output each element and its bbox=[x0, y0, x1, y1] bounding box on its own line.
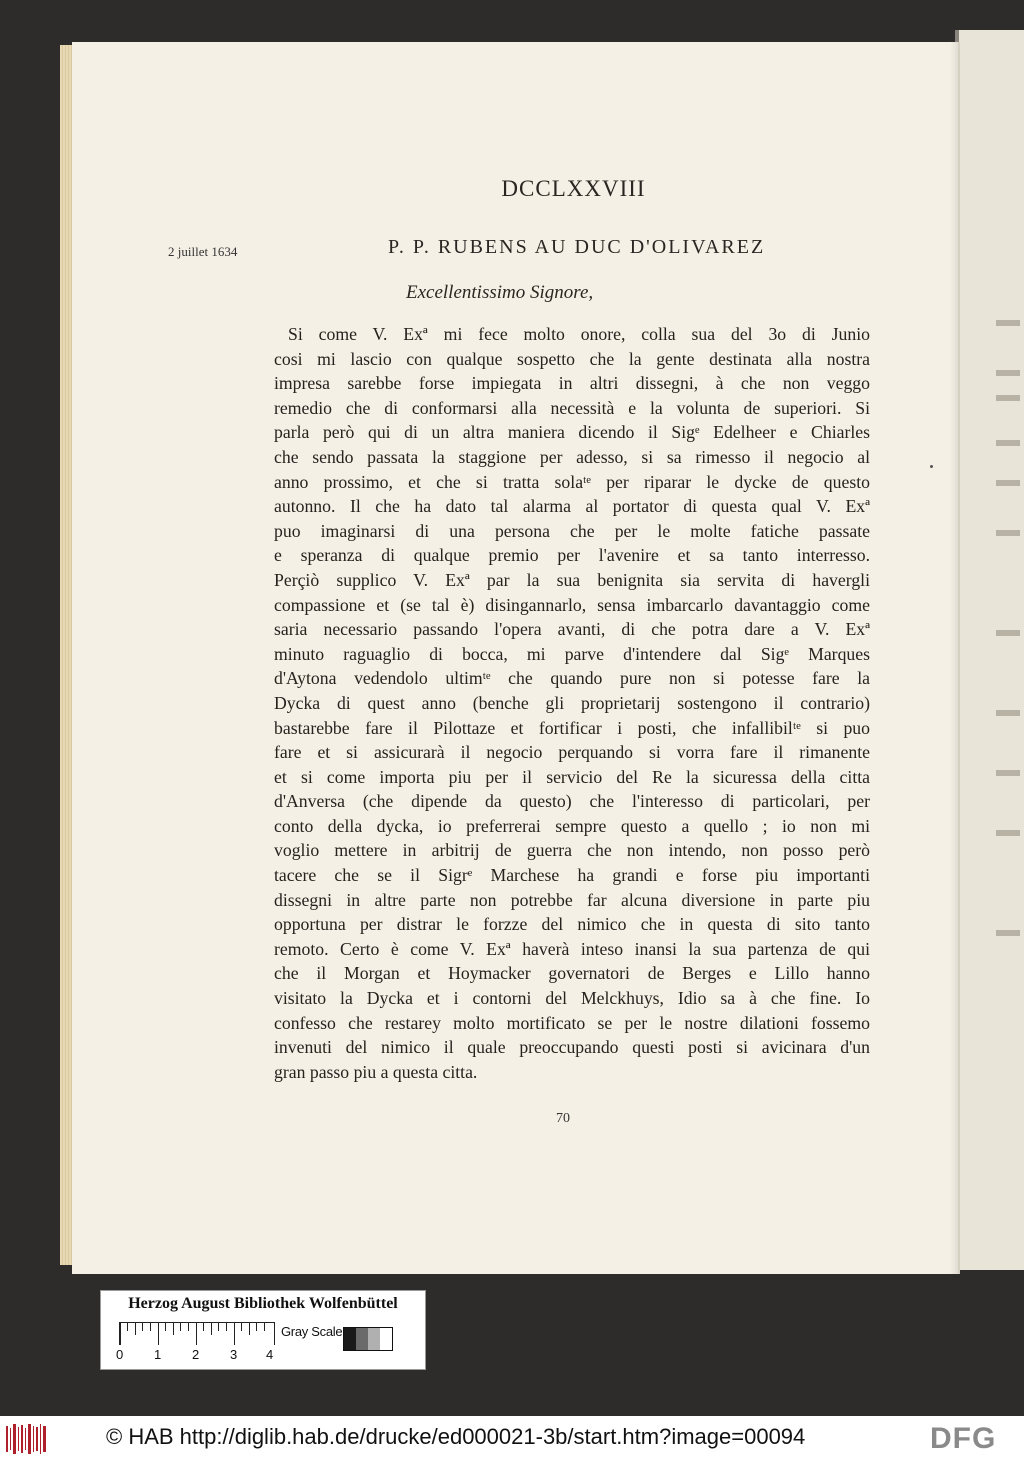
gray-scale-swatches bbox=[343, 1327, 393, 1351]
barcode-icon bbox=[6, 1424, 48, 1454]
body-line: tacere che se il Sigrᵉ Marchese ha grandi e forse piu importanti bbox=[274, 865, 870, 886]
body-line: voglio mettere in arbitrij de guerra che non intendo, non posso però bbox=[274, 840, 870, 861]
body-line: puo imaginarsi di una persona che per le molte fatiche passate bbox=[274, 520, 870, 541]
body-line: gran passo piu a questa citta. bbox=[274, 1061, 478, 1082]
body-line: fare et si assicurarà il negocio perquando si vorra fare il rimanente bbox=[274, 742, 870, 763]
letter-number-heading: DCCLXXVIII bbox=[501, 176, 646, 201]
document-page bbox=[72, 42, 958, 1274]
scale-ruler bbox=[119, 1322, 275, 1345]
body-line: cosi mi lascio con qualque sospetto che la gente destinata alla nostra bbox=[274, 348, 870, 369]
adjacent-page bbox=[958, 30, 1024, 1270]
margin-date: 2 juillet 1634 bbox=[168, 244, 238, 259]
ruler-number: 3 bbox=[230, 1347, 238, 1362]
body-line: parla però qui di un altra maniera dicendo il Sigᵉ Edelheer e Chiarles bbox=[274, 422, 870, 443]
body-line: Dycka di quest anno (benche gli proprietarij sostengono il contrario) bbox=[274, 692, 870, 713]
copyright-url-text: © HAB http://diglib.hab.de/drucke/ed000021-3b/start.htm?image=00094 bbox=[106, 1424, 806, 1449]
ruler-number: 0 bbox=[116, 1347, 124, 1362]
library-name: Herzog August Bibliothek Wolfenbüttel bbox=[128, 1295, 398, 1312]
body-line: et si come importa piu per il servicio del Re la sicuressa della citta bbox=[274, 766, 870, 787]
ruler-numbers bbox=[113, 1347, 273, 1363]
body-line: remedio che di conformarsi alla necessità e la volunta de superiori. Si bbox=[274, 397, 870, 418]
salutation: Excellentissimo Signore, bbox=[406, 282, 594, 303]
letter-body bbox=[274, 322, 870, 1084]
library-label-card bbox=[100, 1290, 426, 1370]
body-line: e speranza di qualque premio per l'avenire et sa tanto interresso. bbox=[274, 545, 870, 566]
page-gutter-shade bbox=[950, 42, 958, 1274]
gray-scale-label: Gray Scale bbox=[281, 1324, 343, 1339]
body-line: impresa sarebbe forse impiegata in altri dissegni, à che non veggo bbox=[274, 373, 870, 394]
body-line: anno prossimo, et che si tratta solaᵗᵉ per riparar le dycke de questo bbox=[274, 471, 870, 492]
body-line: minuto raguaglio di bocca, mi parve d'intendere dal Sigᵉ Marques bbox=[274, 643, 870, 664]
body-line: autonno. Il che ha dato tal alarma al portator di questa qual V. Exª bbox=[274, 496, 870, 517]
body-line: d'Aytona vedendolo ultimᵗᵉ che quando pure non si potesse fare la bbox=[274, 668, 870, 689]
body-line: visitato la Dycka et i contorni del Melckhuys, Idio sa à che fine. Io bbox=[274, 988, 870, 1009]
letter-title: P. P. RUBENS AU DUC D'OLIVAREZ bbox=[388, 236, 766, 258]
ruler-number: 2 bbox=[192, 1347, 200, 1362]
body-line: invenuti del nimico il quale preoccupando questi posti si avicinara d'un bbox=[274, 1037, 870, 1058]
body-line: Perçiò supplico V. Exª par la sua benignita sia servita di havergli bbox=[274, 569, 870, 590]
body-line: compassione et (se tal è) disingannarlo, sensa imbarcarlo davantaggio come bbox=[274, 594, 870, 615]
scan-speck bbox=[930, 465, 933, 468]
dfg-logo: DFG bbox=[930, 1422, 997, 1455]
body-line: bastarebbe fare il Pilottaze et fortificar i posti, che infallibilᵗᵉ si puo bbox=[274, 717, 870, 738]
body-line: dissegni in altre parte non potrebbe far alcuna diversione in parte piu bbox=[274, 889, 870, 910]
ruler-number: 4 bbox=[266, 1347, 274, 1362]
body-line: che il Morgan et Hoymacker governatori de Berges e Lillo hanno bbox=[274, 963, 870, 984]
body-line: conto della dycka, io preferrerai sempre questo a quello ; io non mi bbox=[274, 815, 870, 836]
body-line: confesso che restarey molto mortificato se per le nostre dilationi fossemo bbox=[274, 1012, 870, 1033]
ruler-number: 1 bbox=[154, 1347, 162, 1362]
body-line: Si come V. Exª mi fece molto onore, colla sua del 3o di Junio bbox=[288, 324, 870, 344]
body-line: che sendo passata la staggione per adesso, si sa rimesso il negocio al bbox=[274, 446, 870, 467]
body-line: d'Anversa (che dipende da questo) che l'interesso di particolari, per bbox=[274, 791, 870, 812]
body-line: saria necessario passando l'opera avanti, di che potra dare a V. Exª bbox=[274, 619, 870, 640]
page-number: 70 bbox=[556, 1111, 570, 1126]
footer-bar bbox=[0, 1416, 1024, 1461]
body-line: opportuna per distrar le forzze del nimico che in questa di sito tanto bbox=[274, 914, 870, 935]
body-line: remoto. Certo è come V. Exª haverà inteso inansi la sua partenza de qui bbox=[274, 938, 870, 959]
